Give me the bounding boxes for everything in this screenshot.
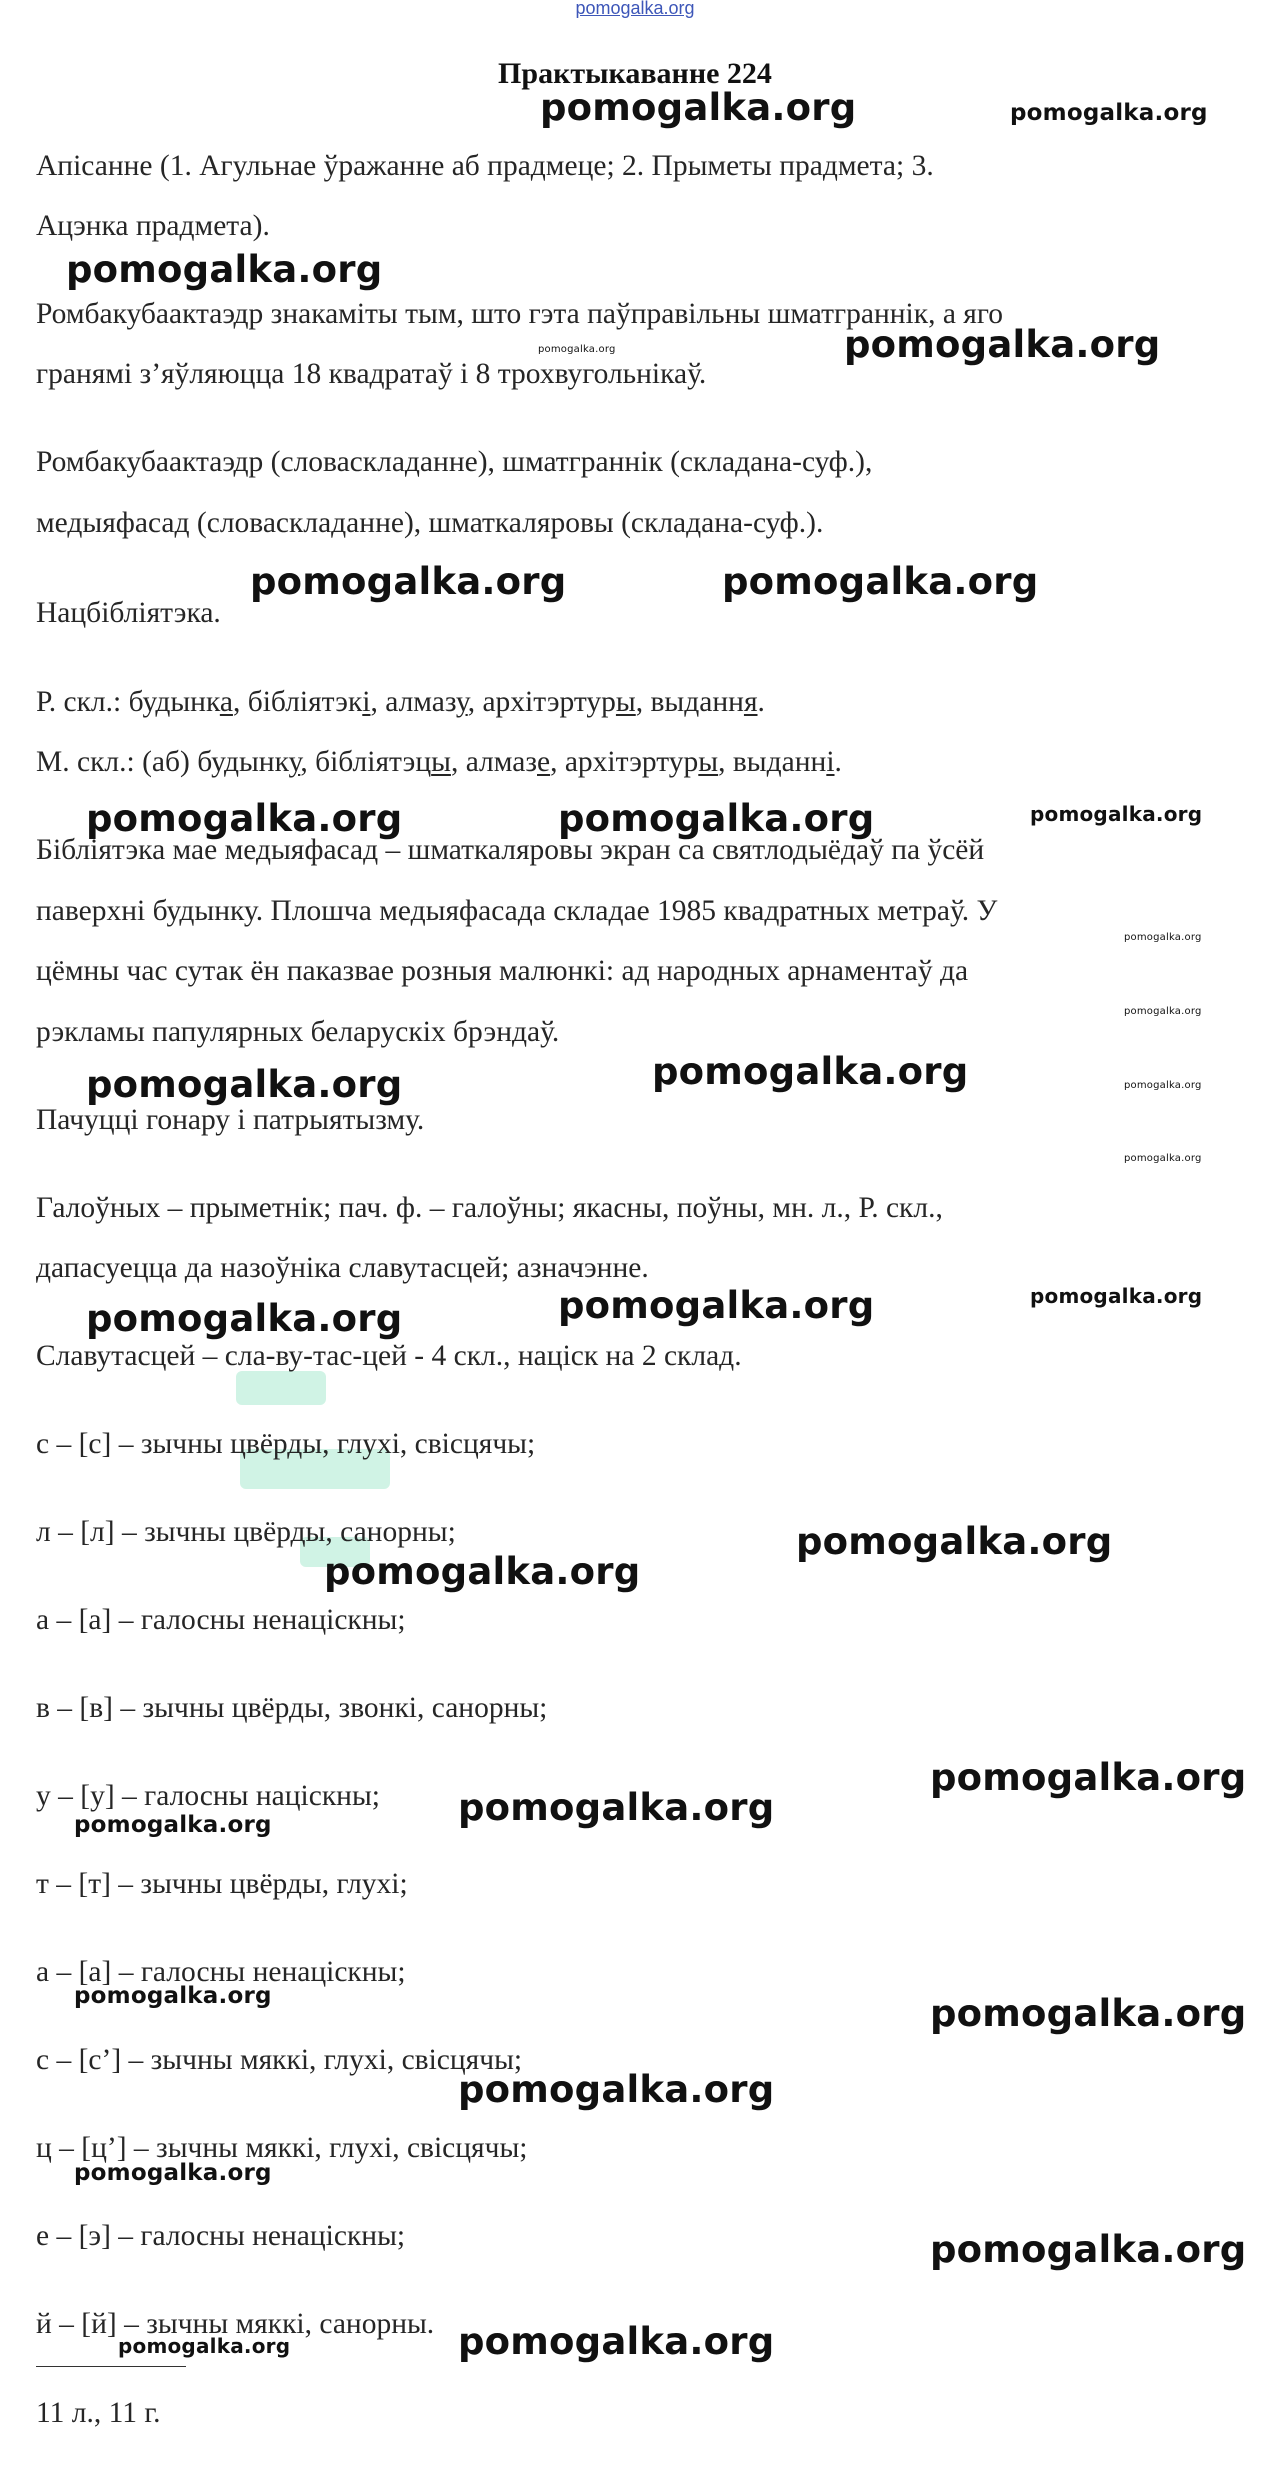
- text-line: й – [й] – зычны мяккі, санорны.: [36, 2308, 435, 2340]
- text-line: ц – [ц’] – зычны мяккі, глухі, свісцячы;: [36, 2132, 528, 2164]
- text-line: Ромбакубаактаэдр (словаскладанне), шматграннік (складана-суф.),: [36, 446, 873, 478]
- watermark: pomogalka.org: [930, 1756, 1247, 1799]
- word-ending: у: [288, 746, 301, 778]
- word: архітэртуры,: [482, 686, 651, 718]
- watermark: pomogalka.org: [458, 2068, 775, 2111]
- watermark: pomogalka.org: [250, 560, 567, 603]
- watermark: pomogalka.org: [1030, 1284, 1203, 1308]
- watermark: pomogalka.org: [796, 1520, 1113, 1563]
- text-line: цёмны час сутак ён паказвае розныя малюнкі: ад народных арнаментаў да: [36, 955, 969, 987]
- case-label: Р. скл.:: [36, 686, 129, 718]
- watermark: pomogalka.org: [1010, 100, 1208, 126]
- highlight-mark: [236, 1371, 326, 1405]
- word-ending: ы: [615, 686, 636, 718]
- watermark: pomogalka.org: [558, 1284, 875, 1327]
- word: будынка,: [128, 686, 248, 718]
- site-link[interactable]: pomogalka.org: [575, 0, 695, 18]
- text-line: л – [л] – зычны цвёрды, санорны;: [36, 1516, 456, 1548]
- word: алмазе,: [465, 746, 565, 778]
- watermark: pomogalka.org: [1124, 1153, 1202, 1164]
- word: архітэртуры,: [564, 746, 733, 778]
- watermark: pomogalka.org: [458, 2320, 775, 2363]
- watermark: pomogalka.org: [86, 1063, 403, 1106]
- watermark: pomogalka.org: [74, 2160, 272, 2186]
- text-line: Галоўных – прыметнік; пач. ф. – галоўны; якасны, поўны, мн. л., Р. скл.,: [36, 1192, 943, 1224]
- footnote-divider: [36, 2366, 186, 2367]
- text-line: медыяфасад (словаскладанне), шматкаляровы (складана-суф.).: [36, 507, 824, 539]
- text-line: с – [с] – зычны цвёрды, глухі, свісцячы;: [36, 1428, 536, 1460]
- word: бібліятэкі,: [247, 686, 386, 718]
- text-line: 11 л., 11 г.: [36, 2397, 161, 2429]
- watermark: pomogalka.org: [324, 1550, 641, 1593]
- watermark: pomogalka.org: [930, 1992, 1247, 2035]
- watermark: pomogalka.org: [86, 797, 403, 840]
- text-line: Нацбібліятэка.: [36, 597, 221, 629]
- word: будынку,: [197, 746, 316, 778]
- watermark: pomogalka.org: [652, 1050, 969, 1093]
- watermark: pomogalka.org: [458, 1786, 775, 1829]
- text-line: т – [т] – зычны цвёрды, глухі;: [36, 1868, 408, 1900]
- text-line: паверхні будынку. Плошча медыяфасада складае 1985 квадратных метраў. У: [36, 895, 998, 927]
- text-line: Славутасцей – сла-ву-тас-цей - 4 скл., націск на 2 склад.: [36, 1340, 742, 1372]
- word-ending: ы: [431, 746, 451, 778]
- watermark: pomogalka.org: [538, 344, 616, 355]
- text-line: Пачуцці гонару і патрыятызму.: [36, 1104, 425, 1136]
- watermark: pomogalka.org: [930, 2228, 1247, 2271]
- watermark: pomogalka.org: [66, 248, 383, 291]
- word: алмазу,: [385, 686, 483, 718]
- text-line: Бібліятэка мае медыяфасад – шматкаляровы экран са святлодыёдаў па ўсёй: [36, 834, 985, 866]
- genitive-line: [36, 684, 765, 720]
- text-line: Апісанне (1. Агульнае ўражанне аб прадмеце; 2. Прыметы прадмета; 3.: [36, 150, 934, 182]
- word: выданні.: [732, 746, 842, 778]
- watermark: pomogalka.org: [722, 560, 1039, 603]
- word-ending: і: [362, 686, 371, 718]
- word-ending: а: [219, 686, 233, 718]
- word-ending: е: [537, 746, 551, 778]
- case-label: М. скл.: (аб): [36, 746, 198, 778]
- word-ending: і: [826, 746, 835, 778]
- watermark: pomogalka.org: [74, 1812, 272, 1838]
- text-line: Ромбакубаактаэдр знакаміты тым, што гэта паўправільны шматграннік, а яго: [36, 298, 1003, 330]
- word-ending: я: [743, 686, 758, 718]
- word-ending: у: [455, 686, 468, 718]
- text-line: с – [с’] – зычны мяккі, глухі, свісцячы;: [36, 2044, 523, 2076]
- word: бібліятэцы,: [315, 746, 466, 778]
- watermark: pomogalka.org: [1030, 802, 1203, 826]
- watermark: pomogalka.org: [1124, 1080, 1202, 1091]
- word-ending: ы: [698, 746, 719, 778]
- text-line: Ацэнка прадмета).: [36, 210, 270, 242]
- watermark: pomogalka.org: [74, 1983, 272, 2009]
- text-line: дапасуецца да назоўніка славутасцей; азначэнне.: [36, 1252, 649, 1284]
- watermark: pomogalka.org: [118, 2334, 291, 2358]
- text-line: а – [а] – галосны ненаціскны;: [36, 1604, 406, 1636]
- text-line: гранямі з’яўляюцца 18 квадратаў і 8 трохвугольнікаў.: [36, 358, 707, 390]
- watermark: pomogalka.org: [540, 86, 857, 129]
- locative-line: [36, 744, 842, 780]
- watermark: pomogalka.org: [86, 1297, 403, 1340]
- page-title: Практыкаванне 224: [498, 57, 772, 90]
- text-line: рэкламы папулярных беларускіх брэндаў.: [36, 1016, 560, 1048]
- text-line: у – [у] – галосны націскны;: [36, 1780, 380, 1812]
- watermark: pomogalka.org: [1124, 932, 1202, 943]
- text-line: е – [э] – галосны ненаціскны;: [36, 2220, 406, 2252]
- watermark: pomogalka.org: [844, 323, 1161, 366]
- watermark: pomogalka.org: [558, 797, 875, 840]
- text-line: а – [а] – галосны ненаціскны;: [36, 1956, 406, 1988]
- text-line: в – [в] – зычны цвёрды, звонкі, санорны;: [36, 1692, 548, 1724]
- watermark: pomogalka.org: [1124, 1006, 1202, 1017]
- word: выдання.: [650, 686, 765, 718]
